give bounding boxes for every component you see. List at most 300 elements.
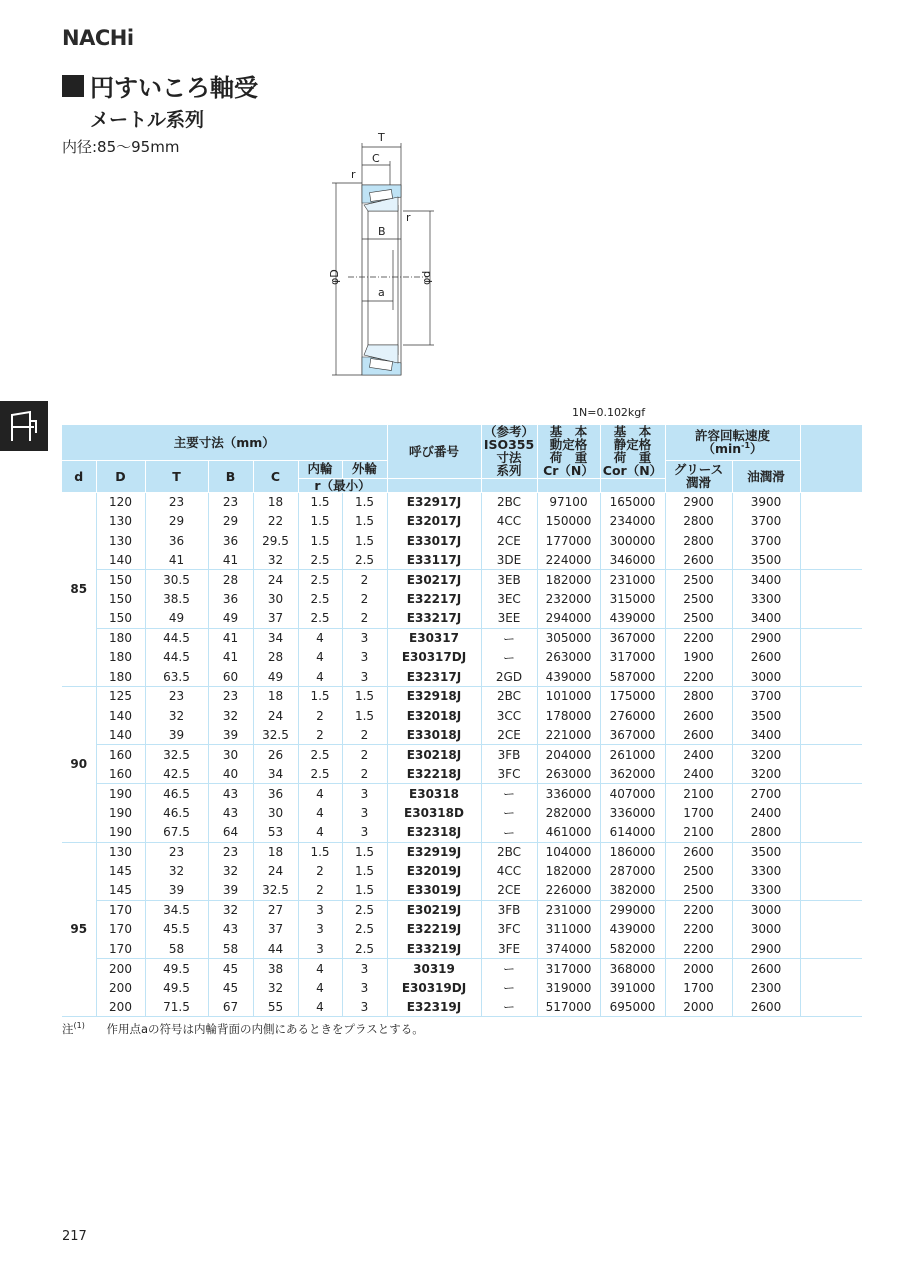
cell-cor: 231000 <box>600 570 665 589</box>
cell-B: 41 <box>208 550 253 569</box>
header-C: C <box>253 460 298 492</box>
cell-oil-speed: 2600 <box>732 998 800 1017</box>
label-r-outer: r <box>351 168 356 181</box>
cell-B: 67 <box>208 998 253 1017</box>
cell-cr: 231000 <box>537 900 600 919</box>
cell-oil-speed: 3200 <box>732 764 800 783</box>
cell-r-outer: 1.5 <box>342 842 387 861</box>
cell-oil-speed: 3300 <box>732 861 800 880</box>
cell-D: 150 <box>96 570 145 589</box>
cell-r-outer: 2 <box>342 570 387 589</box>
cell-D: 200 <box>96 978 145 997</box>
cell-oil-speed: 3700 <box>732 531 800 550</box>
table-row <box>62 900 862 919</box>
cell-cr: 305000 <box>537 628 600 647</box>
cell-cr: 319000 <box>537 978 600 997</box>
cell-grease-speed: 2400 <box>665 745 732 764</box>
cell-D: 145 <box>96 861 145 880</box>
cell-cr: 101000 <box>537 687 600 706</box>
cell-B: 49 <box>208 609 253 628</box>
cell-r-inner: 1.5 <box>298 492 342 511</box>
cell-T: 34.5 <box>145 900 208 919</box>
cell-bearing-no: E30318 <box>387 784 481 803</box>
cell-r-outer: 3 <box>342 667 387 686</box>
cell-C: 32 <box>253 978 298 997</box>
cell-ext <box>800 667 862 686</box>
cell-r-outer: 1.5 <box>342 706 387 725</box>
sta-1: 基 本 <box>613 424 652 439</box>
table-body <box>62 492 862 1017</box>
speed-unit <box>666 442 800 455</box>
cell-grease-speed: 2200 <box>665 628 732 647</box>
cell-iso-series: 3FB <box>481 745 537 764</box>
cell-D: 150 <box>96 609 145 628</box>
cell-oil-speed: 3500 <box>732 550 800 569</box>
cell-D: 180 <box>96 628 145 647</box>
cell-bearing-no: E30319DJ <box>387 978 481 997</box>
cell-D: 120 <box>96 492 145 511</box>
header-d: d <box>62 460 96 492</box>
cell-T: 67.5 <box>145 823 208 842</box>
cell-grease-speed: 2800 <box>665 687 732 706</box>
cell-C: 38 <box>253 959 298 978</box>
cell-B: 43 <box>208 784 253 803</box>
cell-iso-series: 3FC <box>481 764 537 783</box>
cell-ext <box>800 939 862 958</box>
cell-T: 58 <box>145 939 208 958</box>
cell-bearing-no: E30218J <box>387 745 481 764</box>
cell-cr: 263000 <box>537 648 600 667</box>
cell-oil-speed: 2400 <box>732 803 800 822</box>
cell-bearing-no: E33117J <box>387 550 481 569</box>
iso-ref-text: （参考） <box>483 424 534 439</box>
cell-bearing-no: E33017J <box>387 531 481 550</box>
cell-bearing-no: E32218J <box>387 764 481 783</box>
cell-grease-speed: 2100 <box>665 784 732 803</box>
cell-cr: 150000 <box>537 512 600 531</box>
cell-T: 32 <box>145 861 208 880</box>
cell-grease-speed: 2600 <box>665 550 732 569</box>
cell-r-outer: 2 <box>342 745 387 764</box>
label-C: C <box>372 152 380 165</box>
table-row <box>62 745 862 764</box>
cell-oil-speed: 2800 <box>732 823 800 842</box>
cell-T: 36 <box>145 531 208 550</box>
cell-cor: 276000 <box>600 706 665 725</box>
cell-grease-speed: 2100 <box>665 823 732 842</box>
cell-iso-series: 2BC <box>481 492 537 511</box>
cell-T: 42.5 <box>145 764 208 783</box>
cell-iso-series: 2BC <box>481 687 537 706</box>
header-main-dims: 主要寸法（mm） <box>62 425 387 460</box>
bore-range: 内径:85～95mm <box>62 138 180 156</box>
cell-r-outer: 3 <box>342 959 387 978</box>
header-oil: 油潤滑 <box>732 460 800 492</box>
cell-oil-speed: 3700 <box>732 512 800 531</box>
cell-iso-series: 3EE <box>481 609 537 628</box>
cell-iso-series: 4CC <box>481 512 537 531</box>
cell-ext <box>800 687 862 706</box>
cell-oil-speed: 3400 <box>732 725 800 744</box>
cell-r-inner: 2 <box>298 706 342 725</box>
cell-ext <box>800 920 862 939</box>
cell-r-inner: 1.5 <box>298 512 342 531</box>
table-row <box>62 784 862 803</box>
cell-r-outer: 2.5 <box>342 550 387 569</box>
cell-B: 29 <box>208 512 253 531</box>
cell-C: 37 <box>253 920 298 939</box>
cell-B: 43 <box>208 803 253 822</box>
cell-r-outer: 2 <box>342 725 387 744</box>
table-row <box>62 531 862 550</box>
cell-bearing-no: E30318D <box>387 803 481 822</box>
cell-iso-series: 3DE <box>481 550 537 569</box>
cell-cor: 695000 <box>600 998 665 1017</box>
cell-B: 41 <box>208 628 253 647</box>
cell-C: 18 <box>253 842 298 861</box>
table-row <box>62 628 862 647</box>
table-row <box>62 861 862 880</box>
cell-iso-series: 2CE <box>481 725 537 744</box>
cell-oil-speed: 3000 <box>732 920 800 939</box>
cell-C: 27 <box>253 900 298 919</box>
cell-r-outer: 2.5 <box>342 920 387 939</box>
cell-iso-series: 2CE <box>481 531 537 550</box>
cell-cr: 177000 <box>537 531 600 550</box>
table-row <box>62 725 862 744</box>
cell-iso-series: ー <box>481 784 537 803</box>
dyn-1: 基 本 <box>549 424 588 439</box>
cell-C: 22 <box>253 512 298 531</box>
cell-cor: 261000 <box>600 745 665 764</box>
cell-ext <box>800 706 862 725</box>
cell-cr: 294000 <box>537 609 600 628</box>
cell-grease-speed: 1900 <box>665 648 732 667</box>
cell-iso-series: 2BC <box>481 842 537 861</box>
cell-T: 46.5 <box>145 784 208 803</box>
cell-r-inner: 3 <box>298 900 342 919</box>
cell-D: 145 <box>96 881 145 900</box>
cell-B: 39 <box>208 881 253 900</box>
cell-cor: 300000 <box>600 531 665 550</box>
cell-T: 44.5 <box>145 648 208 667</box>
cell-r-inner: 4 <box>298 823 342 842</box>
cell-cor: 362000 <box>600 764 665 783</box>
cell-r-inner: 2 <box>298 861 342 880</box>
cell-r-outer: 2 <box>342 589 387 608</box>
cell-D: 190 <box>96 823 145 842</box>
cell-cr: 224000 <box>537 550 600 569</box>
cell-iso-series: ー <box>481 998 537 1017</box>
cell-cor: 439000 <box>600 609 665 628</box>
page-title <box>62 68 258 103</box>
cell-ext <box>800 842 862 861</box>
cell-r-inner: 4 <box>298 803 342 822</box>
cell-T: 30.5 <box>145 570 208 589</box>
cell-cr: 104000 <box>537 842 600 861</box>
table-row <box>62 959 862 978</box>
cell-cr: 311000 <box>537 920 600 939</box>
header-inner-ring: 内輪 <box>298 460 342 478</box>
cell-cr: 182000 <box>537 861 600 880</box>
cell-bearing-no: E32918J <box>387 687 481 706</box>
cell-cor: 186000 <box>600 842 665 861</box>
cell-oil-speed: 3700 <box>732 687 800 706</box>
cell-r-inner: 4 <box>298 628 342 647</box>
header-speed <box>665 425 800 460</box>
cell-r-outer: 3 <box>342 628 387 647</box>
cell-cor: 582000 <box>600 939 665 958</box>
cell-bearing-no: E32018J <box>387 706 481 725</box>
cell-D: 200 <box>96 998 145 1017</box>
cell-cr: 374000 <box>537 939 600 958</box>
cell-oil-speed: 3400 <box>732 609 800 628</box>
cell-T: 49 <box>145 609 208 628</box>
table-row <box>62 589 862 608</box>
cell-r-outer: 2 <box>342 609 387 628</box>
iso-dim-text: 寸法 <box>496 450 522 466</box>
cell-cr: 517000 <box>537 998 600 1017</box>
cell-D: 125 <box>96 687 145 706</box>
cell-grease-speed: 2600 <box>665 842 732 861</box>
cell-C: 37 <box>253 609 298 628</box>
label-r-inner: r <box>406 211 411 224</box>
cell-cr: 182000 <box>537 570 600 589</box>
grease-1: グリース <box>673 461 724 477</box>
table-row <box>62 842 862 861</box>
cell-d: 90 <box>62 687 96 843</box>
cell-T: 49.5 <box>145 959 208 978</box>
speed-2: （min <box>702 441 742 457</box>
dyn-4: Cr（N） <box>543 463 594 479</box>
cell-oil-speed: 3200 <box>732 745 800 764</box>
cell-iso-series: ー <box>481 978 537 997</box>
cell-bearing-no: E32319J <box>387 998 481 1017</box>
cell-r-inner: 1.5 <box>298 531 342 550</box>
cell-r-outer: 3 <box>342 978 387 997</box>
cell-D: 190 <box>96 784 145 803</box>
cell-iso-series: ー <box>481 823 537 842</box>
table-row <box>62 706 862 725</box>
bearing-cross-section-diagram <box>318 125 448 380</box>
cell-bearing-no: E30317DJ <box>387 648 481 667</box>
cell-C: 32.5 <box>253 725 298 744</box>
cell-cr: 97100 <box>537 492 600 511</box>
footnote-label-text: 注 <box>62 1022 74 1036</box>
cell-ext <box>800 803 862 822</box>
cell-D: 150 <box>96 589 145 608</box>
cell-D: 130 <box>96 842 145 861</box>
cell-cor: 614000 <box>600 823 665 842</box>
cell-cor: 287000 <box>600 861 665 880</box>
speed-1: 許容回転速度 <box>694 428 770 444</box>
cell-D: 140 <box>96 706 145 725</box>
label-phiD: φD <box>328 269 341 285</box>
dyn-3: 荷 重 <box>549 450 588 466</box>
cell-ext <box>800 725 862 744</box>
cell-B: 28 <box>208 570 253 589</box>
cell-B: 32 <box>208 706 253 725</box>
cell-iso-series: 3FE <box>481 939 537 958</box>
cell-bearing-no: E30219J <box>387 900 481 919</box>
cell-r-inner: 2.5 <box>298 589 342 608</box>
cell-cor: 234000 <box>600 512 665 531</box>
cell-T: 41 <box>145 550 208 569</box>
cell-r-inner: 4 <box>298 784 342 803</box>
cell-bearing-no: E30217J <box>387 570 481 589</box>
cell-ext <box>800 589 862 608</box>
cell-bearing-no: E32919J <box>387 842 481 861</box>
cell-C: 29.5 <box>253 531 298 550</box>
cell-r-inner: 1.5 <box>298 842 342 861</box>
header-D: D <box>96 460 145 492</box>
cell-T: 32.5 <box>145 745 208 764</box>
cell-C: 18 <box>253 492 298 511</box>
cell-T: 29 <box>145 512 208 531</box>
bearing-symbol-icon <box>8 409 40 443</box>
cell-cor: 382000 <box>600 881 665 900</box>
cell-cr: 336000 <box>537 784 600 803</box>
header-iso355 <box>481 425 537 478</box>
cell-grease-speed: 2200 <box>665 667 732 686</box>
cell-r-outer: 1.5 <box>342 687 387 706</box>
table-row <box>62 648 862 667</box>
cell-T: 23 <box>145 687 208 706</box>
cell-D: 160 <box>96 764 145 783</box>
table-row <box>62 881 862 900</box>
table-row <box>62 492 862 511</box>
cell-oil-speed: 2600 <box>732 648 800 667</box>
cell-r-inner: 2.5 <box>298 609 342 628</box>
cell-C: 32.5 <box>253 881 298 900</box>
cell-cor: 587000 <box>600 667 665 686</box>
cell-D: 180 <box>96 648 145 667</box>
cell-oil-speed: 3900 <box>732 492 800 511</box>
cell-grease-speed: 2000 <box>665 959 732 978</box>
label-phid: φd <box>420 270 433 285</box>
cell-cr: 204000 <box>537 745 600 764</box>
cell-ext <box>800 861 862 880</box>
cell-ext <box>800 745 862 764</box>
cell-r-outer: 1.5 <box>342 881 387 900</box>
cell-oil-speed: 3300 <box>732 881 800 900</box>
cell-ext <box>800 764 862 783</box>
cell-cor: 317000 <box>600 648 665 667</box>
cell-T: 44.5 <box>145 628 208 647</box>
cell-bearing-no: E32317J <box>387 667 481 686</box>
cell-T: 38.5 <box>145 589 208 608</box>
cell-B: 41 <box>208 648 253 667</box>
cell-B: 36 <box>208 531 253 550</box>
cell-grease-speed: 2500 <box>665 589 732 608</box>
cell-grease-speed: 2500 <box>665 609 732 628</box>
header-outer-ring: 外輪 <box>342 460 387 478</box>
cell-C: 24 <box>253 861 298 880</box>
cell-B: 36 <box>208 589 253 608</box>
cell-bearing-no: E32019J <box>387 861 481 880</box>
cell-grease-speed: 2500 <box>665 570 732 589</box>
cell-grease-speed: 2200 <box>665 920 732 939</box>
cell-grease-speed: 2400 <box>665 764 732 783</box>
cell-grease-speed: 2600 <box>665 725 732 744</box>
cell-C: 32 <box>253 550 298 569</box>
cell-iso-series: ー <box>481 648 537 667</box>
cell-ext <box>800 628 862 647</box>
cell-ext <box>800 823 862 842</box>
cell-B: 32 <box>208 900 253 919</box>
cell-grease-speed: 2200 <box>665 939 732 958</box>
cell-r-outer: 3 <box>342 803 387 822</box>
cell-cr: 317000 <box>537 959 600 978</box>
cell-B: 45 <box>208 959 253 978</box>
cell-r-outer: 1.5 <box>342 492 387 511</box>
cell-cor: 368000 <box>600 959 665 978</box>
cell-r-outer: 1.5 <box>342 512 387 531</box>
cell-T: 46.5 <box>145 803 208 822</box>
cell-C: 44 <box>253 939 298 958</box>
table-row <box>62 667 862 686</box>
cell-cor: 336000 <box>600 803 665 822</box>
cell-C: 26 <box>253 745 298 764</box>
footnote-text: 作用点aの符号は内輪背面の内側にあるときをプラスとする。 <box>106 1022 424 1036</box>
cell-B: 45 <box>208 978 253 997</box>
page-number: 217 <box>62 1229 87 1244</box>
cell-grease-speed: 1700 <box>665 978 732 997</box>
cell-iso-series: 3EC <box>481 589 537 608</box>
cell-ext <box>800 900 862 919</box>
cell-r-inner: 2.5 <box>298 745 342 764</box>
cell-B: 30 <box>208 745 253 764</box>
cell-D: 170 <box>96 939 145 958</box>
cell-cor: 315000 <box>600 589 665 608</box>
cell-C: 24 <box>253 570 298 589</box>
header-ext <box>800 425 862 492</box>
cell-D: 140 <box>96 550 145 569</box>
table-row <box>62 978 862 997</box>
cell-C: 30 <box>253 589 298 608</box>
cell-B: 58 <box>208 939 253 958</box>
cell-r-outer: 3 <box>342 823 387 842</box>
spec-table <box>62 425 863 1017</box>
cell-cr: 461000 <box>537 823 600 842</box>
cell-cor: 367000 <box>600 628 665 647</box>
title-block <box>62 68 258 157</box>
cell-C: 49 <box>253 667 298 686</box>
cell-oil-speed: 2900 <box>732 939 800 958</box>
cell-bearing-no: E32318J <box>387 823 481 842</box>
speed-3: ） <box>750 441 763 457</box>
cell-r-inner: 4 <box>298 978 342 997</box>
cell-C: 53 <box>253 823 298 842</box>
cell-T: 45.5 <box>145 920 208 939</box>
cell-cor: 439000 <box>600 920 665 939</box>
cell-iso-series: 3CC <box>481 706 537 725</box>
iso-series-text: 系列 <box>496 463 522 479</box>
cell-T: 63.5 <box>145 667 208 686</box>
cell-cor: 367000 <box>600 725 665 744</box>
table-row <box>62 609 862 628</box>
cell-bearing-no: 30319 <box>387 959 481 978</box>
cell-B: 23 <box>208 492 253 511</box>
cell-r-inner: 4 <box>298 648 342 667</box>
dyn-2: 動定格 <box>549 437 588 453</box>
cell-cr: 226000 <box>537 881 600 900</box>
cell-ext <box>800 609 862 628</box>
cell-ext <box>800 978 862 997</box>
label-B: B <box>378 225 386 238</box>
cell-oil-speed: 3400 <box>732 570 800 589</box>
cell-cor: 346000 <box>600 550 665 569</box>
